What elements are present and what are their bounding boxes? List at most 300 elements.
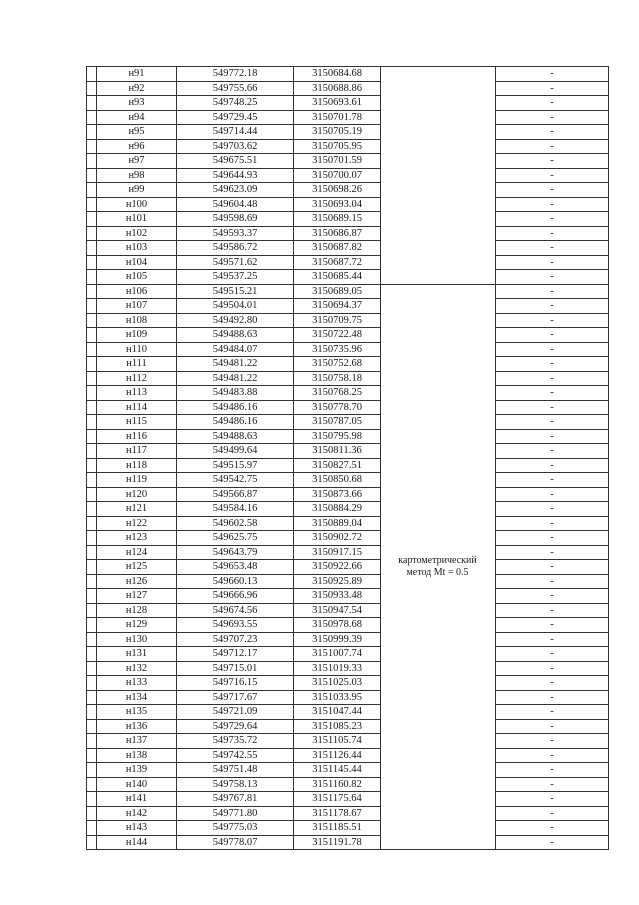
- x-coordinate-cell: 549515.21: [177, 284, 294, 299]
- point-name-cell: н144: [97, 835, 177, 850]
- y-coordinate-cell: 3150701.78: [294, 110, 381, 125]
- y-coordinate-cell: 3150752.68: [294, 357, 381, 372]
- point-name-cell: н125: [97, 560, 177, 575]
- y-coordinate-cell: 3151126.44: [294, 748, 381, 763]
- method-cell: [381, 647, 496, 662]
- method-cell: [381, 705, 496, 720]
- method-cell: [381, 835, 496, 850]
- x-coordinate-cell: 549755.66: [177, 81, 294, 96]
- table-row: [87, 67, 609, 82]
- value-cell: -: [496, 777, 609, 792]
- value-cell: -: [496, 81, 609, 96]
- method-cell: [381, 444, 496, 459]
- point-name-cell: н111: [97, 357, 177, 372]
- x-coordinate-cell: 549492.80: [177, 313, 294, 328]
- row-margin-cell: [87, 67, 97, 82]
- table-row: [87, 139, 609, 154]
- row-margin-cell: [87, 618, 97, 633]
- x-coordinate-cell: 549515.97: [177, 458, 294, 473]
- x-coordinate-cell: 549586.72: [177, 241, 294, 256]
- x-coordinate-cell: 549644.93: [177, 168, 294, 183]
- y-coordinate-cell: 3150778.70: [294, 400, 381, 415]
- x-coordinate-cell: 549604.48: [177, 197, 294, 212]
- y-coordinate-cell: 3151178.67: [294, 806, 381, 821]
- value-cell: -: [496, 313, 609, 328]
- method-cell: [381, 676, 496, 691]
- point-name-cell: н136: [97, 719, 177, 734]
- value-cell: -: [496, 516, 609, 531]
- point-name-cell: н137: [97, 734, 177, 749]
- table-row: [87, 415, 609, 430]
- method-cell: [381, 806, 496, 821]
- y-coordinate-cell: 3151007.74: [294, 647, 381, 662]
- y-coordinate-cell: 3151025.03: [294, 676, 381, 691]
- table-row: [87, 270, 609, 285]
- point-name-cell: н118: [97, 458, 177, 473]
- value-cell: -: [496, 748, 609, 763]
- x-coordinate-cell: 549775.03: [177, 821, 294, 836]
- row-margin-cell: [87, 226, 97, 241]
- method-cell: [381, 241, 496, 256]
- row-margin-cell: [87, 777, 97, 792]
- method-cell: [381, 603, 496, 618]
- table-row: [87, 168, 609, 183]
- method-cell: [381, 502, 496, 517]
- table-row: [87, 400, 609, 415]
- table-row: [87, 502, 609, 517]
- point-name-cell: н127: [97, 589, 177, 604]
- y-coordinate-cell: 3150689.15: [294, 212, 381, 227]
- x-coordinate-cell: 549484.07: [177, 342, 294, 357]
- value-cell: -: [496, 328, 609, 343]
- x-coordinate-cell: 549742.55: [177, 748, 294, 763]
- y-coordinate-cell: 3150735.96: [294, 342, 381, 357]
- row-margin-cell: [87, 647, 97, 662]
- y-coordinate-cell: 3150947.54: [294, 603, 381, 618]
- y-coordinate-cell: 3150694.37: [294, 299, 381, 314]
- row-margin-cell: [87, 168, 97, 183]
- row-margin-cell: [87, 444, 97, 459]
- method-cell: [381, 473, 496, 488]
- point-name-cell: н107: [97, 299, 177, 314]
- y-coordinate-cell: 3150705.95: [294, 139, 381, 154]
- method-cell: [381, 110, 496, 125]
- table-row: [87, 690, 609, 705]
- point-name-cell: н116: [97, 429, 177, 444]
- x-coordinate-cell: 549748.25: [177, 96, 294, 111]
- point-name-cell: н110: [97, 342, 177, 357]
- y-coordinate-cell: 3151160.82: [294, 777, 381, 792]
- value-cell: -: [496, 67, 609, 82]
- coordinates-table: [86, 66, 609, 850]
- table-row: [87, 574, 609, 589]
- value-cell: -: [496, 719, 609, 734]
- point-name-cell: н141: [97, 792, 177, 807]
- value-cell: -: [496, 197, 609, 212]
- row-margin-cell: [87, 183, 97, 198]
- y-coordinate-cell: 3150827.51: [294, 458, 381, 473]
- point-name-cell: н101: [97, 212, 177, 227]
- value-cell: -: [496, 835, 609, 850]
- y-coordinate-cell: 3151085.23: [294, 719, 381, 734]
- table-row: [87, 342, 609, 357]
- row-margin-cell: [87, 212, 97, 227]
- table-row: [87, 792, 609, 807]
- value-cell: -: [496, 299, 609, 314]
- x-coordinate-cell: 549729.45: [177, 110, 294, 125]
- method-cell: [381, 299, 496, 314]
- x-coordinate-cell: 549598.69: [177, 212, 294, 227]
- method-cell: [381, 429, 496, 444]
- y-coordinate-cell: 3151185.51: [294, 821, 381, 836]
- y-coordinate-cell: 3151047.44: [294, 705, 381, 720]
- method-cell: [381, 342, 496, 357]
- method-cell: [381, 589, 496, 604]
- value-cell: -: [496, 821, 609, 836]
- x-coordinate-cell: 549758.13: [177, 777, 294, 792]
- table-row: [87, 806, 609, 821]
- point-name-cell: н114: [97, 400, 177, 415]
- table-row: [87, 777, 609, 792]
- y-coordinate-cell: 3150978.68: [294, 618, 381, 633]
- method-cell: [381, 632, 496, 647]
- x-coordinate-cell: 549693.55: [177, 618, 294, 633]
- table-row: [87, 647, 609, 662]
- row-margin-cell: [87, 110, 97, 125]
- row-margin-cell: [87, 502, 97, 517]
- table-row: [87, 545, 609, 560]
- point-name-cell: н92: [97, 81, 177, 96]
- row-margin-cell: [87, 574, 97, 589]
- y-coordinate-cell: 3150722.48: [294, 328, 381, 343]
- table-row: [87, 255, 609, 270]
- x-coordinate-cell: 549584.16: [177, 502, 294, 517]
- row-margin-cell: [87, 734, 97, 749]
- value-cell: -: [496, 125, 609, 140]
- method-cell: [381, 661, 496, 676]
- row-margin-cell: [87, 545, 97, 560]
- y-coordinate-cell: 3151019.33: [294, 661, 381, 676]
- row-margin-cell: [87, 96, 97, 111]
- method-cell: [381, 516, 496, 531]
- point-name-cell: н119: [97, 473, 177, 488]
- x-coordinate-cell: 549714.44: [177, 125, 294, 140]
- table-row: [87, 676, 609, 691]
- row-margin-cell: [87, 516, 97, 531]
- x-coordinate-cell: 549602.58: [177, 516, 294, 531]
- point-name-cell: н91: [97, 67, 177, 82]
- table-row: [87, 618, 609, 633]
- method-cell: [381, 763, 496, 778]
- row-margin-cell: [87, 270, 97, 285]
- row-margin-cell: [87, 806, 97, 821]
- table-row: [87, 473, 609, 488]
- x-coordinate-cell: 549537.25: [177, 270, 294, 285]
- value-cell: -: [496, 574, 609, 589]
- row-margin-cell: [87, 560, 97, 575]
- coordinates-table-page: [86, 66, 608, 850]
- value-cell: -: [496, 531, 609, 546]
- x-coordinate-cell: 549729.64: [177, 719, 294, 734]
- point-name-cell: н122: [97, 516, 177, 531]
- value-cell: -: [496, 241, 609, 256]
- point-name-cell: н130: [97, 632, 177, 647]
- value-cell: -: [496, 560, 609, 575]
- table-row: [87, 719, 609, 734]
- row-margin-cell: [87, 139, 97, 154]
- x-coordinate-cell: 549481.22: [177, 371, 294, 386]
- point-name-cell: н123: [97, 531, 177, 546]
- value-cell: -: [496, 270, 609, 285]
- method-cell: [381, 400, 496, 415]
- method-cell: [381, 270, 496, 285]
- point-name-cell: н93: [97, 96, 177, 111]
- point-name-cell: н106: [97, 284, 177, 299]
- method-cell: [381, 328, 496, 343]
- method-cell: [381, 96, 496, 111]
- method-cell: [381, 458, 496, 473]
- value-cell: -: [496, 647, 609, 662]
- value-cell: -: [496, 676, 609, 691]
- x-coordinate-cell: 549486.16: [177, 415, 294, 430]
- y-coordinate-cell: 3151191.78: [294, 835, 381, 850]
- method-cell: [381, 139, 496, 154]
- method-cell: [381, 777, 496, 792]
- table-row: [87, 154, 609, 169]
- method-cell: [381, 690, 496, 705]
- value-cell: -: [496, 400, 609, 415]
- table-row: [87, 284, 609, 299]
- method-cell: [381, 487, 496, 502]
- method-cell: [381, 792, 496, 807]
- y-coordinate-cell: 3150701.59: [294, 154, 381, 169]
- method-cell: [381, 719, 496, 734]
- table-row: [87, 748, 609, 763]
- table-row: [87, 835, 609, 850]
- point-name-cell: н94: [97, 110, 177, 125]
- value-cell: -: [496, 168, 609, 183]
- row-margin-cell: [87, 748, 97, 763]
- value-cell: -: [496, 154, 609, 169]
- value-cell: -: [496, 386, 609, 401]
- method-cell: [381, 748, 496, 763]
- row-margin-cell: [87, 299, 97, 314]
- value-cell: -: [496, 545, 609, 560]
- row-margin-cell: [87, 661, 97, 676]
- value-cell: -: [496, 763, 609, 778]
- method-cell: [381, 255, 496, 270]
- method-line-2: метод Mt = 0.5: [406, 567, 469, 578]
- method-cell: [381, 197, 496, 212]
- value-cell: -: [496, 139, 609, 154]
- row-margin-cell: [87, 400, 97, 415]
- y-coordinate-cell: 3150684.68: [294, 67, 381, 82]
- row-margin-cell: [87, 821, 97, 836]
- value-cell: -: [496, 661, 609, 676]
- point-name-cell: н117: [97, 444, 177, 459]
- x-coordinate-cell: 549571.62: [177, 255, 294, 270]
- x-coordinate-cell: 549542.75: [177, 473, 294, 488]
- row-margin-cell: [87, 690, 97, 705]
- table-row: [87, 328, 609, 343]
- table-row: [87, 226, 609, 241]
- row-margin-cell: [87, 835, 97, 850]
- row-margin-cell: [87, 197, 97, 212]
- value-cell: -: [496, 792, 609, 807]
- point-name-cell: н120: [97, 487, 177, 502]
- method-cell: [381, 618, 496, 633]
- point-name-cell: н142: [97, 806, 177, 821]
- table-row: [87, 705, 609, 720]
- value-cell: -: [496, 429, 609, 444]
- row-margin-cell: [87, 632, 97, 647]
- value-cell: -: [496, 371, 609, 386]
- y-coordinate-cell: 3150768.25: [294, 386, 381, 401]
- table-row: [87, 429, 609, 444]
- y-coordinate-cell: 3150787.05: [294, 415, 381, 430]
- x-coordinate-cell: 549707.23: [177, 632, 294, 647]
- table-row: [87, 560, 609, 575]
- y-coordinate-cell: 3151033.95: [294, 690, 381, 705]
- x-coordinate-cell: 549735.72: [177, 734, 294, 749]
- y-coordinate-cell: 3150873.66: [294, 487, 381, 502]
- point-name-cell: н131: [97, 647, 177, 662]
- x-coordinate-cell: 549488.63: [177, 328, 294, 343]
- value-cell: -: [496, 589, 609, 604]
- x-coordinate-cell: 549623.09: [177, 183, 294, 198]
- method-cell: [381, 415, 496, 430]
- table-row: [87, 763, 609, 778]
- y-coordinate-cell: 3150693.04: [294, 197, 381, 212]
- point-name-cell: н132: [97, 661, 177, 676]
- x-coordinate-cell: 549751.48: [177, 763, 294, 778]
- point-name-cell: н121: [97, 502, 177, 517]
- method-cell: [381, 357, 496, 372]
- value-cell: -: [496, 110, 609, 125]
- x-coordinate-cell: 549643.79: [177, 545, 294, 560]
- x-coordinate-cell: 549481.22: [177, 357, 294, 372]
- table-row: [87, 183, 609, 198]
- y-coordinate-cell: 3150889.04: [294, 516, 381, 531]
- table-row: [87, 734, 609, 749]
- row-margin-cell: [87, 357, 97, 372]
- table-row: [87, 589, 609, 604]
- y-coordinate-cell: 3150693.61: [294, 96, 381, 111]
- row-margin-cell: [87, 487, 97, 502]
- point-name-cell: н135: [97, 705, 177, 720]
- point-name-cell: н134: [97, 690, 177, 705]
- point-name-cell: н113: [97, 386, 177, 401]
- point-name-cell: н129: [97, 618, 177, 633]
- value-cell: -: [496, 487, 609, 502]
- point-name-cell: н100: [97, 197, 177, 212]
- method-cell: [381, 168, 496, 183]
- point-name-cell: н124: [97, 545, 177, 560]
- x-coordinate-cell: 549772.18: [177, 67, 294, 82]
- value-cell: -: [496, 284, 609, 299]
- table-row: [87, 487, 609, 502]
- row-margin-cell: [87, 415, 97, 430]
- row-margin-cell: [87, 125, 97, 140]
- value-cell: -: [496, 502, 609, 517]
- table-row: [87, 357, 609, 372]
- y-coordinate-cell: 3150917.15: [294, 545, 381, 560]
- point-name-cell: н112: [97, 371, 177, 386]
- row-margin-cell: [87, 458, 97, 473]
- value-cell: -: [496, 806, 609, 821]
- y-coordinate-cell: 3150687.82: [294, 241, 381, 256]
- value-cell: -: [496, 632, 609, 647]
- x-coordinate-cell: 549716.15: [177, 676, 294, 691]
- point-name-cell: н104: [97, 255, 177, 270]
- y-coordinate-cell: 3150689.05: [294, 284, 381, 299]
- row-margin-cell: [87, 313, 97, 328]
- y-coordinate-cell: 3151105.74: [294, 734, 381, 749]
- method-cell: [381, 313, 496, 328]
- value-cell: -: [496, 473, 609, 488]
- row-margin-cell: [87, 531, 97, 546]
- y-coordinate-cell: 3150687.72: [294, 255, 381, 270]
- y-coordinate-cell: 3150758.18: [294, 371, 381, 386]
- point-name-cell: н128: [97, 603, 177, 618]
- value-cell: -: [496, 212, 609, 227]
- table-row: [87, 632, 609, 647]
- x-coordinate-cell: 549715.01: [177, 661, 294, 676]
- value-cell: -: [496, 226, 609, 241]
- table-row: [87, 371, 609, 386]
- y-coordinate-cell: 3150705.19: [294, 125, 381, 140]
- x-coordinate-cell: 549660.13: [177, 574, 294, 589]
- point-name-cell: н98: [97, 168, 177, 183]
- method-note: [380, 555, 495, 579]
- table-row: [87, 125, 609, 140]
- x-coordinate-cell: 549771.80: [177, 806, 294, 821]
- y-coordinate-cell: 3150925.89: [294, 574, 381, 589]
- point-name-cell: н109: [97, 328, 177, 343]
- method-cell: [381, 125, 496, 140]
- row-margin-cell: [87, 371, 97, 386]
- table-row: [87, 110, 609, 125]
- y-coordinate-cell: 3150685.44: [294, 270, 381, 285]
- method-cell: [381, 183, 496, 198]
- row-margin-cell: [87, 342, 97, 357]
- table-row: [87, 313, 609, 328]
- y-coordinate-cell: 3150933.48: [294, 589, 381, 604]
- row-margin-cell: [87, 473, 97, 488]
- point-name-cell: н97: [97, 154, 177, 169]
- x-coordinate-cell: 549675.51: [177, 154, 294, 169]
- x-coordinate-cell: 549666.96: [177, 589, 294, 604]
- x-coordinate-cell: 549486.16: [177, 400, 294, 415]
- method-cell: [381, 386, 496, 401]
- point-name-cell: н108: [97, 313, 177, 328]
- table-row: [87, 241, 609, 256]
- value-cell: -: [496, 444, 609, 459]
- value-cell: -: [496, 96, 609, 111]
- x-coordinate-cell: 549778.07: [177, 835, 294, 850]
- value-cell: -: [496, 458, 609, 473]
- point-name-cell: н105: [97, 270, 177, 285]
- method-cell: [381, 212, 496, 227]
- table-row: [87, 661, 609, 676]
- method-cell: [381, 531, 496, 546]
- method-cell: [381, 81, 496, 96]
- x-coordinate-cell: 549593.37: [177, 226, 294, 241]
- point-name-cell: н133: [97, 676, 177, 691]
- value-cell: -: [496, 357, 609, 372]
- y-coordinate-cell: 3150686.87: [294, 226, 381, 241]
- x-coordinate-cell: 549483.88: [177, 386, 294, 401]
